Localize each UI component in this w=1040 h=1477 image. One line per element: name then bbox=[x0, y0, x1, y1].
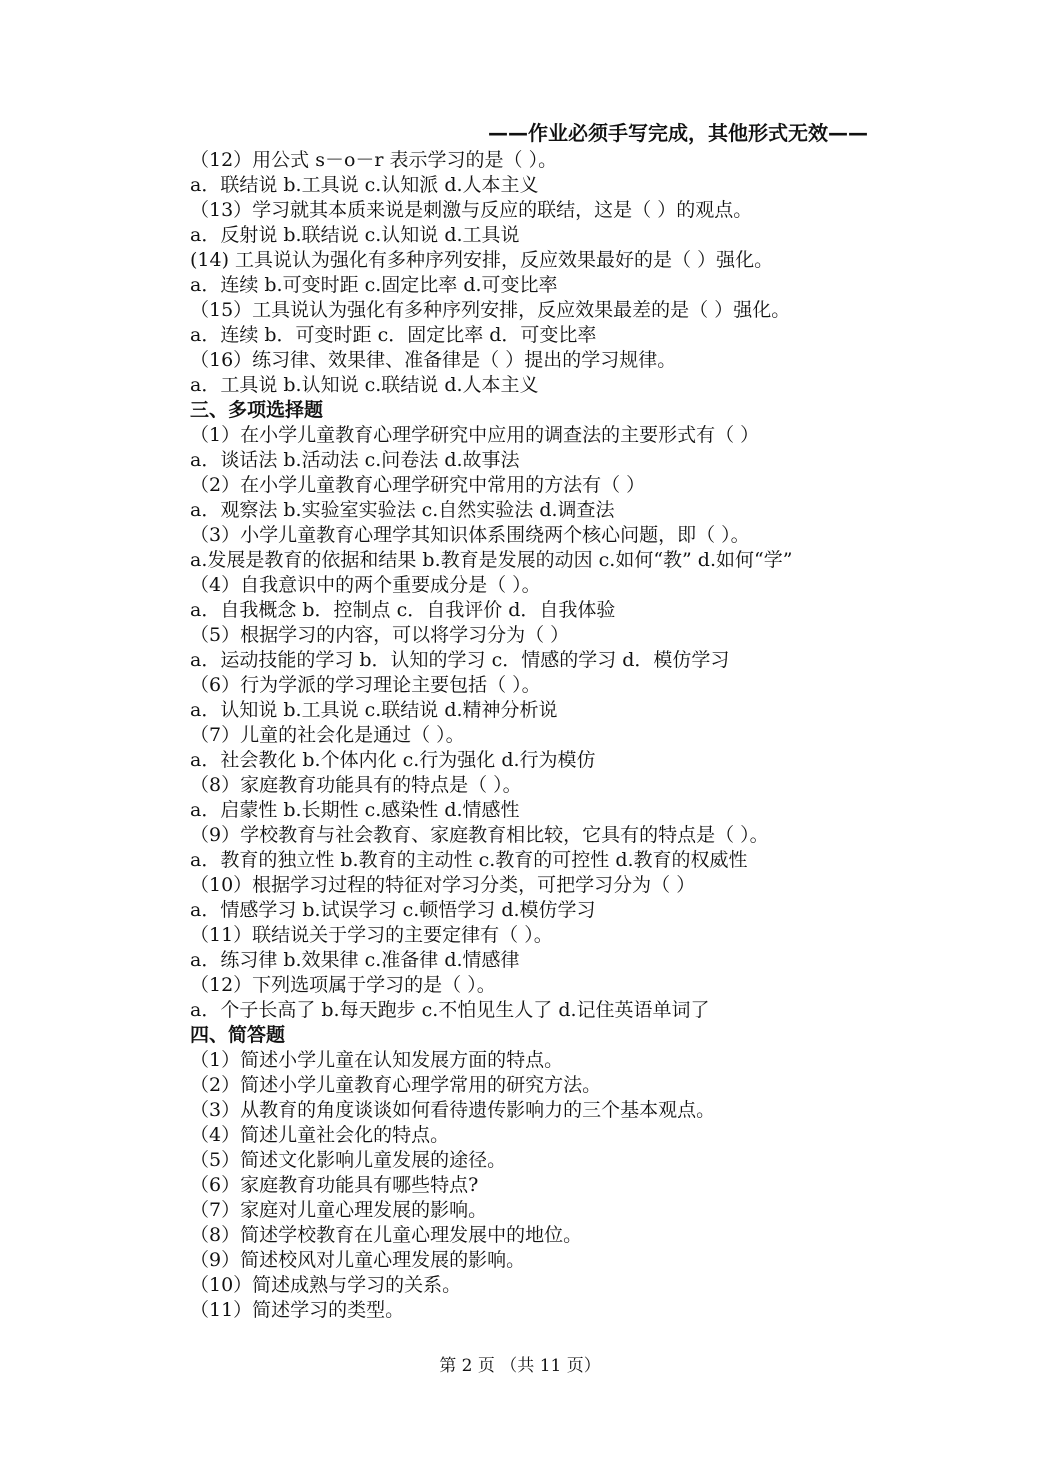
question-text: （12）用公式 s－o－r 表示学习的是（ ）。 bbox=[190, 149, 558, 171]
question-text: （10）根据学习过程的特征对学习分类，可把学习分为（ ） bbox=[190, 874, 696, 896]
section-heading: 四、简答题 bbox=[190, 1024, 286, 1046]
answer-options: a．认知说 b.工具说 c.联结说 d.精神分析说 bbox=[190, 699, 558, 721]
question-text: （5）简述文化影响儿童发展的途径。 bbox=[190, 1149, 507, 1171]
answer-options: a．社会教化 b.个体内化 c.行为强化 d.行为模仿 bbox=[190, 749, 596, 771]
question-text: （8）家庭教育功能具有的特点是（ ）。 bbox=[190, 774, 522, 796]
question-text: （2）在小学儿童教育心理学研究中常用的方法有（ ） bbox=[190, 474, 646, 496]
answer-options: a．连续 b．可变时距 c．固定比率 d．可变比率 bbox=[190, 324, 597, 346]
section-heading: 三、多项选择题 bbox=[190, 399, 324, 421]
question-text: （3）小学儿童教育心理学其知识体系围绕两个核心问题，即（ ）。 bbox=[190, 524, 750, 546]
question-text: （3）从教育的角度谈谈如何看待遗传影响力的三个基本观点。 bbox=[190, 1099, 716, 1121]
question-text: （10）简述成熟与学习的关系。 bbox=[190, 1274, 462, 1296]
handwriting-notice: ——作业必须手写完成，其他形式无效—— bbox=[488, 121, 868, 145]
answer-options: a．运动技能的学习 b．认知的学习 c．情感的学习 d．模仿学习 bbox=[190, 649, 730, 671]
answer-options: a．练习律 b.效果律 c.准备律 d.情感律 bbox=[190, 949, 520, 971]
question-text: （5）根据学习的内容，可以将学习分为（ ） bbox=[190, 624, 570, 646]
question-text: (14) 工具说认为强化有多种序列安排，反应效果最好的是（ ）强化。 bbox=[190, 249, 774, 271]
page-footer: 第 2 页 （共 11 页） bbox=[439, 1356, 601, 1376]
answer-options: a．反射说 b.联结说 c.认知说 d.工具说 bbox=[190, 224, 520, 246]
answer-options: a．教育的独立性 b.教育的主动性 c.教育的可控性 d.教育的权威性 bbox=[190, 849, 748, 871]
answer-options: a．联结说 b.工具说 c.认知派 d.人本主义 bbox=[190, 174, 539, 196]
question-text: （16）练习律、效果律、准备律是（ ）提出的学习规律。 bbox=[190, 349, 677, 371]
answer-options: a．个子长高了 b.每天跑步 c.不怕见生人了 d.记住英语单词了 bbox=[190, 999, 710, 1021]
question-text: （2）简述小学儿童教育心理学常用的研究方法。 bbox=[190, 1074, 602, 1096]
answer-options: a．自我概念 b．控制点 c．自我评价 d．自我体验 bbox=[190, 599, 616, 621]
answer-options: a.发展是教育的依据和结果 b.教育是发展的动因 c.如何“教” d.如何“学” bbox=[190, 549, 793, 571]
question-text: （7）儿童的社会化是通过（ ）。 bbox=[190, 724, 465, 746]
question-text: （9）简述校风对儿童心理发展的影响。 bbox=[190, 1249, 526, 1271]
answer-options: a．工具说 b.认知说 c.联结说 d.人本主义 bbox=[190, 374, 539, 396]
question-text: （1）简述小学儿童在认知发展方面的特点。 bbox=[190, 1049, 564, 1071]
document-body bbox=[190, 148, 910, 1323]
answer-options: a．情感学习 b.试误学习 c.顿悟学习 d.模仿学习 bbox=[190, 899, 596, 921]
answer-options: a．启蒙性 b.长期性 c.感染性 d.情感性 bbox=[190, 799, 520, 821]
answer-options: a．谈话法 b.活动法 c.问卷法 d.故事法 bbox=[190, 449, 520, 471]
question-text: （8）简述学校教育在儿童心理发展中的地位。 bbox=[190, 1224, 583, 1246]
question-text: （7）家庭对儿童心理发展的影响。 bbox=[190, 1199, 488, 1221]
question-text: （4）简述儿童社会化的特点。 bbox=[190, 1124, 450, 1146]
question-text: （13）学习就其本质来说是刺激与反应的联结，这是（ ）的观点。 bbox=[190, 199, 753, 221]
question-text: （4）自我意识中的两个重要成分是（ ）。 bbox=[190, 574, 541, 596]
question-text: （11）简述学习的类型。 bbox=[190, 1299, 405, 1321]
question-text: （15）工具说认为强化有多种序列安排，反应效果最差的是（ ）强化。 bbox=[190, 299, 791, 321]
question-text: （6）家庭教育功能具有哪些特点? bbox=[190, 1174, 479, 1196]
question-text: （6）行为学派的学习理论主要包括（ ）。 bbox=[190, 674, 541, 696]
question-text: （9）学校教育与社会教育、家庭教育相比较，它具有的特点是（ ）。 bbox=[190, 824, 769, 846]
question-text: （12）下列选项属于学习的是（ ）。 bbox=[190, 974, 496, 996]
question-text: （11）联结说关于学习的主要定律有（ ）。 bbox=[190, 924, 553, 946]
answer-options: a．连续 b.可变时距 c.固定比率 d.可变比率 bbox=[190, 274, 558, 296]
answer-options: a．观察法 b.实验室实验法 c.自然实验法 d.调查法 bbox=[190, 499, 615, 521]
question-text: （1）在小学儿童教育心理学研究中应用的调查法的主要形式有（ ） bbox=[190, 424, 760, 446]
